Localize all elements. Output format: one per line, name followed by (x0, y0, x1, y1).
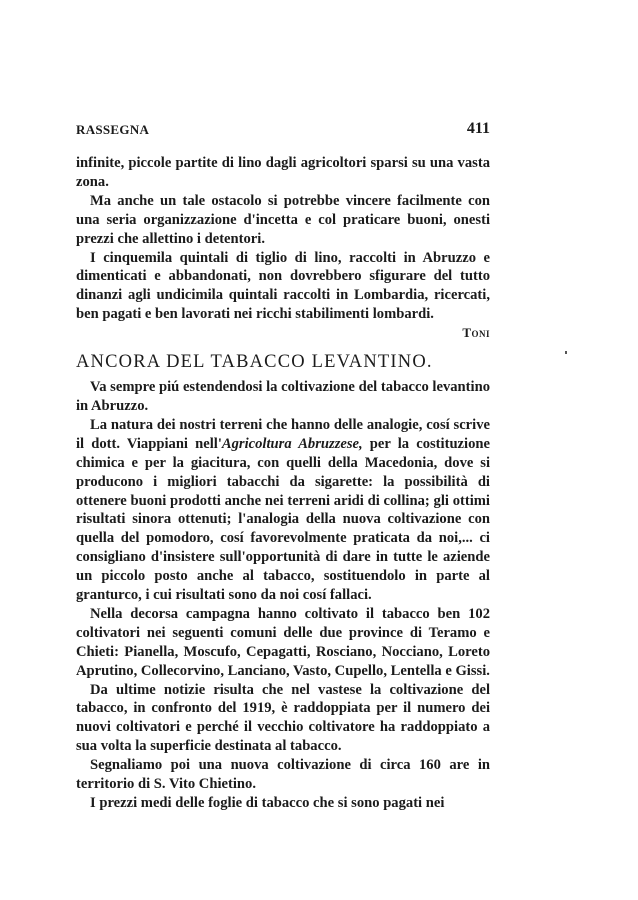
author-signature: Toni (462, 325, 490, 341)
running-head: RASSEGNA (76, 122, 150, 137)
page-number: 411 (466, 120, 490, 137)
paragraph: I prezzi medi delle foglie di tabacco che si sono pagati nei (90, 795, 445, 811)
paragraph: Segnaliamo poi una nuova coltivazione di circa 160 are in territorio di S. Vito Chietino. (76, 757, 490, 793)
section-title: ANCORA DEL TABACCO LEVANTINO. (76, 352, 433, 373)
page-header (76, 122, 490, 142)
page-body (76, 154, 490, 813)
paragraph: Ma anche un tale ostacolo si potrebbe vincere facilmente con una seria organizzazione d'incetta e col praticare buoni, onesti prezzi che allettino i detentori. (76, 192, 490, 247)
paragraph-text: per la costituzione chimica e per la giacitura, con quelli della Macedonia, dove si producono i migliori tabacchi da sigarette: la possibilità di ottenere buoni prodotti anche nei terreni aridi di collina; gli ottimi risultati sinora ottenuti; l'analogia della nuova coltivazione con quella del pomodoro, cosí favorevolmente praticata da noi,... ci consigliano d'insistere sull'opportunità di dare in tutte le aziende un piccolo posto anche al tabacco, sostituendolo in parte al granturco, i cui risultati sono da noi cosí fallaci. (76, 435, 490, 604)
margin-mark (565, 351, 567, 354)
paragraph: Da ultime notizie risulta che nel vastese la coltivazione del tabacco, in confronto del 1919, è raddoppiata per il numero dei nuovi coltivatori e perché il vecchio coltivatore ha raddoppiato a sua volta la superficie destinata al tabacco. (76, 681, 490, 755)
paragraph: Va sempre piú estendendosi la coltivazione del tabacco levantino in Abruzzo. (76, 379, 490, 414)
paragraph: I cinquemila quintali di tiglio di lino, raccolti in Abruzzo e dimenticati e abbandonati, non dovrebbero sfigurare del tutto dinanzi agli undicimila quintali raccolti in Lombardia, ricercati, ben pagati e ben lavorati nei ricchi stabilimenti lombardi. (76, 249, 490, 323)
paragraph: Nella decorsa campagna hanno coltivato il tabacco ben 102 coltivatori nei seguenti comuni delle due province di Teramo e Chieti: Pianella, Moscufo, Cepagatti, Rosciano, Nocciano, Loreto Aprutino, Collecorvino, Lanciano, Vasto, Cupello, Lentella e Gissi. (76, 605, 490, 679)
paragraph-continued: infinite, piccole partite di lino dagli agricoltori sparsi su una vasta zona. (76, 155, 490, 190)
paragraph-text: La natura dei nostri terreni che hanno delle analogie, cosí scrive il dott. Viappiani nell' (76, 416, 490, 452)
paragraph-with-citation (76, 416, 490, 605)
cited-publication: Agricoltura Abruzzese, (221, 435, 363, 452)
